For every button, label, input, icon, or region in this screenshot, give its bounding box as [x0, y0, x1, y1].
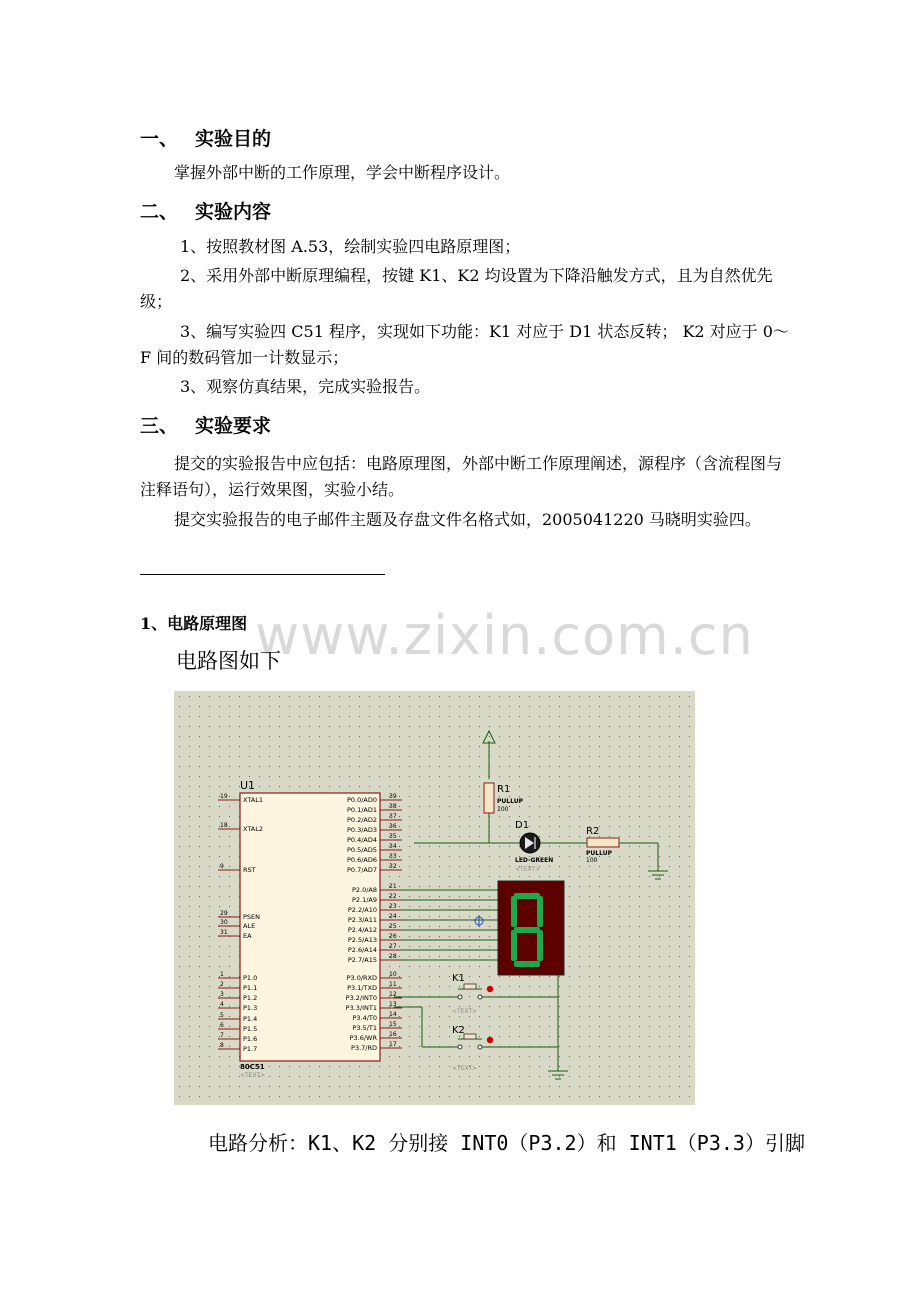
- paragraph: 掌握外部中断的工作原理，学会中断程序设计。: [174, 163, 511, 182]
- pin-name: P3.6/WR: [349, 1034, 377, 1042]
- pin-name: P1.7: [243, 1045, 258, 1053]
- pin-name: PSEN: [243, 913, 261, 921]
- pin-number: 35: [389, 833, 397, 840]
- paragraph: 提交实验报告的电子邮件主题及存盘文件名格式如，2005041220 马晓明实验四。: [174, 510, 761, 529]
- pin-number: 23: [389, 903, 397, 910]
- pin-name: P0.6/AD6: [346, 856, 377, 864]
- chip-name: U1: [240, 779, 256, 792]
- pin-number: 34: [389, 843, 397, 850]
- pin-name: P3.4/T0: [352, 1014, 377, 1022]
- pin-number: 26: [389, 933, 397, 940]
- pin-name: P3.2/INT0: [345, 994, 377, 1002]
- pin-name: P3.7/RD: [351, 1044, 377, 1052]
- section-heading-1: [140, 124, 271, 151]
- section-title: 实验目的: [195, 128, 272, 150]
- pin-name: P2.3/A11: [347, 916, 377, 924]
- section-title: 实验要求: [195, 415, 272, 437]
- pin-name: P2.0/A8: [351, 886, 377, 894]
- pin-number: 24: [389, 913, 397, 920]
- pin-name: XTAL2: [243, 825, 264, 833]
- pin-name: P3.1/TXD: [347, 984, 377, 992]
- pin-number: 27: [389, 943, 397, 950]
- list-item: 1、按照教材图 A.53，绘制实验四电路原理图；: [180, 237, 521, 256]
- r1-resistor: [484, 783, 494, 813]
- pin-name: P0.5/AD5: [346, 846, 377, 854]
- pin-name: P0.3/AD3: [346, 826, 377, 834]
- pin-number: 29: [220, 910, 228, 917]
- pin-number: 19: [220, 793, 228, 800]
- circuit-analysis: 电路分析：K1、K2 分别接 INT0（P3.2）和 INT1（P3.3）引脚: [208, 1131, 805, 1155]
- pin-name: P2.4/A12: [347, 926, 377, 934]
- pin-number: 39: [389, 793, 397, 800]
- section-heading-3: [140, 411, 271, 438]
- pin-name: XTAL1: [243, 796, 264, 804]
- section-number: 三、: [140, 415, 179, 437]
- pin-number: 37: [389, 813, 397, 820]
- pin-name: P2.1/A9: [351, 896, 377, 904]
- r2-resistor: [587, 838, 619, 847]
- segment: [514, 893, 540, 899]
- pin-number: 8: [220, 1042, 224, 1049]
- r1-value: 100: [497, 806, 509, 813]
- d1-tag: <TEXT>: [515, 866, 541, 873]
- pin-name: P1.0: [243, 974, 258, 982]
- pin-number: 13: [389, 1001, 397, 1008]
- d1-type: LED-GREEN: [515, 857, 554, 864]
- pin-number: 4: [220, 1001, 224, 1008]
- segment: [537, 930, 543, 961]
- pin-name: ALE: [243, 922, 256, 930]
- r2-value: 100: [586, 857, 598, 864]
- pin-number: 15: [389, 1021, 397, 1028]
- pin-name: P3.3/INT1: [345, 1004, 377, 1012]
- pin-number: 11: [389, 981, 397, 988]
- r2-label: R2: [586, 826, 600, 837]
- pin-number: 38: [389, 803, 397, 810]
- pin-number: 17: [389, 1041, 397, 1048]
- pin-name: P1.2: [243, 994, 258, 1002]
- list-item: 3、观察仿真结果，完成实验报告。: [180, 377, 431, 396]
- watermark: www.zixin.com.cn: [255, 604, 754, 667]
- pin-name: P1.6: [243, 1035, 258, 1043]
- list-item: 3、编写实验四 C51 程序，实现如下功能：K1 对应于 D1 状态反转； K2 对应于 0～F 间的数码管加一计数显示；: [140, 322, 789, 367]
- paragraph: 提交的实验报告中应包括：电路原理图，外部中断工作原理阐述，源程序（含流程图与注释语句），运行效果图，实验小结。: [140, 454, 783, 499]
- pin-name: P1.5: [243, 1025, 258, 1033]
- pin-name: P0.7/AD7: [346, 866, 377, 874]
- pin-name: P2.6/A14: [347, 946, 377, 954]
- pin-name: P3.5/T1: [352, 1024, 377, 1032]
- divider: [140, 574, 385, 575]
- pin-number: 12: [389, 991, 397, 998]
- segment: [537, 896, 543, 927]
- k2-label: K2: [452, 1025, 465, 1036]
- chip-tag: <TEXT>: [240, 1072, 266, 1079]
- list-item: 2、采用外部中断原理编程，按键 K1、K2 均设置为下降沿触发方式，且为自然优先级；: [140, 266, 773, 311]
- chip-model: 80C51: [240, 1063, 265, 1071]
- pin-number: 1: [220, 971, 224, 978]
- pin-name: P0.2/AD2: [346, 816, 377, 824]
- pin-number: 5: [220, 1012, 224, 1019]
- pin-name: P3.0/RXD: [346, 974, 377, 982]
- segment: [511, 896, 517, 927]
- section-heading-2: [140, 197, 271, 224]
- pin-name: P2.5/A13: [347, 936, 377, 944]
- segment: [511, 930, 517, 961]
- pin-number: 31: [220, 929, 228, 936]
- section-number: 一、: [140, 128, 179, 150]
- pin-number: 2: [220, 981, 224, 988]
- pin-name: P1.3: [243, 1004, 258, 1012]
- pin-name: P2.7/A15: [347, 956, 377, 964]
- pin-number: 3: [220, 991, 224, 998]
- pin-number: 30: [220, 919, 228, 926]
- segment: [514, 927, 540, 933]
- pin-number: 16: [389, 1031, 397, 1038]
- subsection-title: 1、电路原理图: [140, 614, 248, 633]
- pin-name: P0.4/AD4: [346, 836, 377, 844]
- pin-name: P0.1/AD1: [346, 806, 377, 814]
- circuit-intro: 电路图如下: [176, 649, 281, 673]
- pin-number: 14: [389, 1011, 397, 1018]
- r1-type: PULLUP: [497, 798, 523, 805]
- pin-number: 10: [389, 971, 397, 978]
- k1-tag: <TEXT>: [452, 1008, 478, 1015]
- pin-number: 6: [220, 1022, 224, 1029]
- k1-label: K1: [452, 973, 465, 984]
- pin-number: 21: [389, 883, 397, 890]
- pin-number: 9: [220, 863, 224, 870]
- pin-number: 18: [220, 822, 228, 829]
- segment: [514, 961, 540, 967]
- pin-name: RST: [243, 866, 256, 874]
- pin-name: EA: [243, 932, 252, 940]
- pin-name: P1.4: [243, 1015, 258, 1023]
- circuit-diagram: [174, 691, 695, 1105]
- pin-name: P1.1: [243, 984, 258, 992]
- pin-number: 7: [220, 1032, 224, 1039]
- pin-number: 25: [389, 923, 397, 930]
- pin-number: 28: [389, 953, 397, 960]
- pin-number: 33: [389, 853, 397, 860]
- pin-name: P2.2/A10: [347, 906, 377, 914]
- pin-number: 36: [389, 823, 397, 830]
- d1-label: D1: [515, 820, 530, 831]
- section-title: 实验内容: [195, 201, 272, 223]
- k2-tag: <TEXT>: [452, 1065, 478, 1072]
- pin-number: 32: [389, 863, 397, 870]
- section-number: 二、: [140, 201, 179, 223]
- pin-number: 22: [389, 893, 397, 900]
- r1-label: R1: [497, 784, 511, 795]
- r2-type: PULLUP: [586, 850, 612, 857]
- pin-name: P0.0/AD0: [346, 796, 377, 804]
